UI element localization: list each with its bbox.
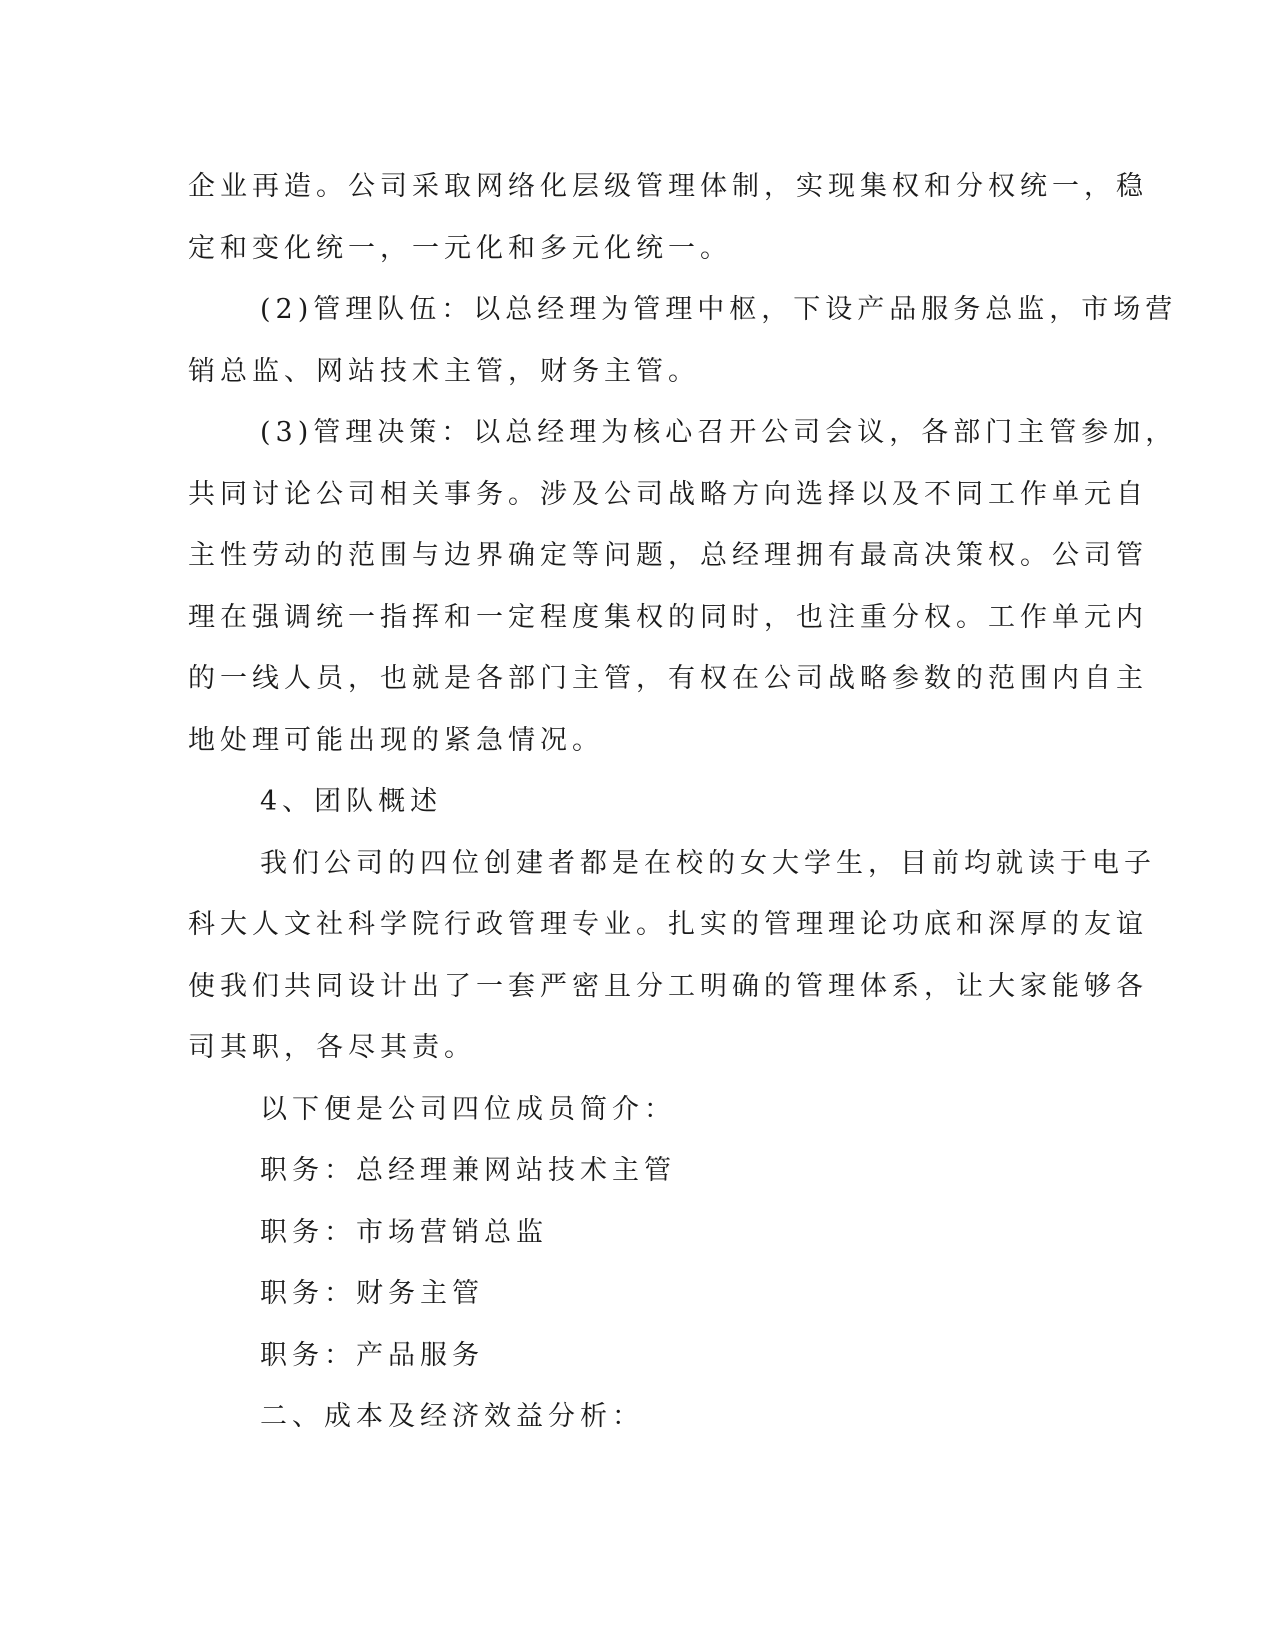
paragraph-line: 主性劳动的范围与边界确定等问题，总经理拥有最高决策权。公司管 [188,540,1148,571]
member-role-line: 职务：市场营销总监 [260,1216,548,1248]
paragraph-line: 理在强调统一指挥和一定程度集权的同时，也注重分权。工作单元内 [188,601,1148,633]
paragraph-line: (3)管理决策：以总经理为核心召开公司会议，各部门主管参加， [260,417,1178,448]
paragraph-line: 共同讨论公司相关事务。涉及公司战略方向选择以及不同工作单元自 [188,478,1148,510]
member-role-line: 职务：产品服务 [260,1339,484,1371]
member-role-line: 职务：财务主管 [260,1278,484,1309]
paragraph-line: 司其职，各尽其责。 [188,1032,476,1063]
member-role-line: 职务：总经理兼网站技术主管 [260,1155,676,1186]
paragraph-line: 销总监、网站技术主管，财务主管。 [188,355,700,387]
paragraph-line: 定和变化统一，一元化和多元化统一。 [188,232,732,264]
document-body [188,156,1178,1448]
paragraph-line: 地处理可能出现的紧急情况。 [188,724,604,756]
paragraph-line: 以下便是公司四位成员简介： [260,1093,676,1125]
section-heading: 二、成本及经济效益分析： [260,1401,644,1432]
paragraph-line: 我们公司的四位创建者都是在校的女大学生，目前均就读于电子 [260,847,1156,879]
section-heading: 4、团队概述 [260,786,443,817]
paragraph-line: 使我们共同设计出了一套严密且分工明确的管理体系，让大家能够各 [188,970,1148,1002]
paragraph-line: 科大人文社科学院行政管理专业。扎实的管理理论功底和深厚的友谊 [188,909,1148,940]
paragraph-line: 企业再造。公司采取网络化层级管理体制，实现集权和分权统一，稳 [188,171,1148,202]
paragraph-line: 的一线人员，也就是各部门主管，有权在公司战略参数的范围内自主 [188,663,1148,694]
paragraph-line: (2)管理队伍：以总经理为管理中枢，下设产品服务总监，市场营 [260,294,1178,325]
